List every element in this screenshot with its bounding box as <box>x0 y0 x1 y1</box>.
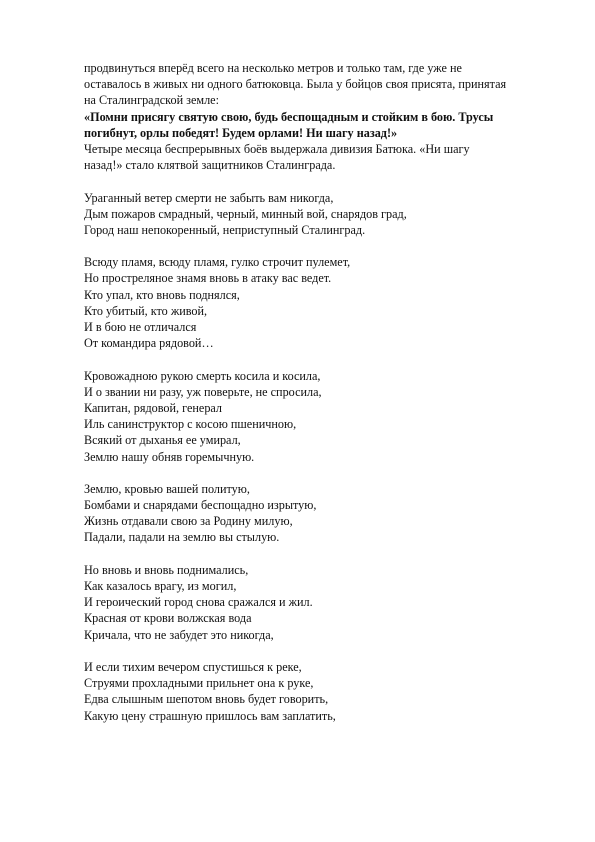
stanza-gap <box>84 173 524 189</box>
poem-line: Какую цену страшную пришлось вам заплатить, <box>84 708 336 723</box>
poem-line: И героический город снова сражался и жил. <box>84 595 313 610</box>
text-line: назад!» стало клятвой защитников Сталинграда. <box>84 158 336 173</box>
poem-line: Кровожадною рукою смерть косила и косила, <box>84 368 321 383</box>
poem-line: И если тихим вечером спустишься к реке, <box>84 659 302 674</box>
stanza-gap <box>84 351 524 367</box>
poem-stanza-6 <box>84 659 524 724</box>
oath-line: погибнут, орлы победят! Будем орлами! Ни шагу назад!» <box>84 125 398 140</box>
poem-stanza-5 <box>84 562 524 643</box>
text-line: на Сталинградской земле: <box>84 93 219 108</box>
stanza-gap <box>84 238 524 254</box>
poem-line: Землю, кровью вашей политую, <box>84 481 250 496</box>
poem-line: Как казалось врагу, из могил, <box>84 579 237 593</box>
poem-line: Город наш непокоренный, неприступный Сталинград. <box>84 222 366 237</box>
poem-stanza-2 <box>84 254 524 351</box>
text-line: оставалось в живых ни одного батюковца. Была у бойцов своя присята, принятая <box>84 77 507 92</box>
text-line: Четыре месяца беспрерывных боёв выдержала дивизия Батюка. «Ни шагу <box>84 141 470 156</box>
poem-line: Бомбами и снарядами беспощадно изрытую, <box>84 498 317 513</box>
poem-line: Кто убитый, кто живой, <box>84 303 208 318</box>
poem-line: Кричала, что не забудет это никогда, <box>84 627 274 642</box>
poem-stanza-3 <box>84 368 524 465</box>
poem-line: Но простреляное знамя вновь в атаку вас ведет. <box>84 271 332 286</box>
poem-line: Струями прохладными прильнет она к руке, <box>84 676 314 691</box>
text-line: продвинуться вперёд всего на несколько метров и только там, где уже не <box>84 61 462 75</box>
poem-line: И о звании ни разу, уж поверьте, не спросила, <box>84 384 322 399</box>
document-body <box>84 60 524 724</box>
poem-line: Но вновь и вновь поднимались, <box>84 562 249 577</box>
poem-line: Всюду пламя, всюду пламя, гулко строчит пулемет, <box>84 255 351 270</box>
poem-line: Землю нашу обняв горемычную. <box>84 449 255 464</box>
poem-line: Иль санинструктор с косою пшеничною, <box>84 417 297 432</box>
poem-line: Падали, падали на землю вы стылую. <box>84 530 280 545</box>
poem-line: Кто упал, кто вновь поднялся, <box>84 287 240 302</box>
poem-line: Ураганный ветер смерти не забыть вам никогда, <box>84 190 334 205</box>
poem-line: Жизнь отдавали свою за Родину милую, <box>84 514 293 529</box>
poem-stanza-1 <box>84 190 524 239</box>
oath-line: «Помни присягу святую свою, будь беспощадным и стойким в бою. Трусы <box>84 109 494 124</box>
poem-line: Едва слышным шепотом вновь будет говорить, <box>84 692 329 707</box>
poem-line: Капитан, рядовой, генерал <box>84 400 223 415</box>
poem-line: Дым пожаров смрадный, черный, минный вой, снарядов град, <box>84 206 407 221</box>
poem-line: От командира рядовой… <box>84 336 214 351</box>
poem-stanza-4 <box>84 481 524 546</box>
stanza-gap <box>84 546 524 562</box>
poem-line: Всякий от дыханья ее умирал, <box>84 433 241 448</box>
stanza-gap <box>84 465 524 481</box>
poem-line: Красная от крови волжская вода <box>84 611 252 626</box>
stanza-gap <box>84 643 524 659</box>
intro-paragraph <box>84 60 524 173</box>
poem-line: И в бою не отличался <box>84 320 197 334</box>
